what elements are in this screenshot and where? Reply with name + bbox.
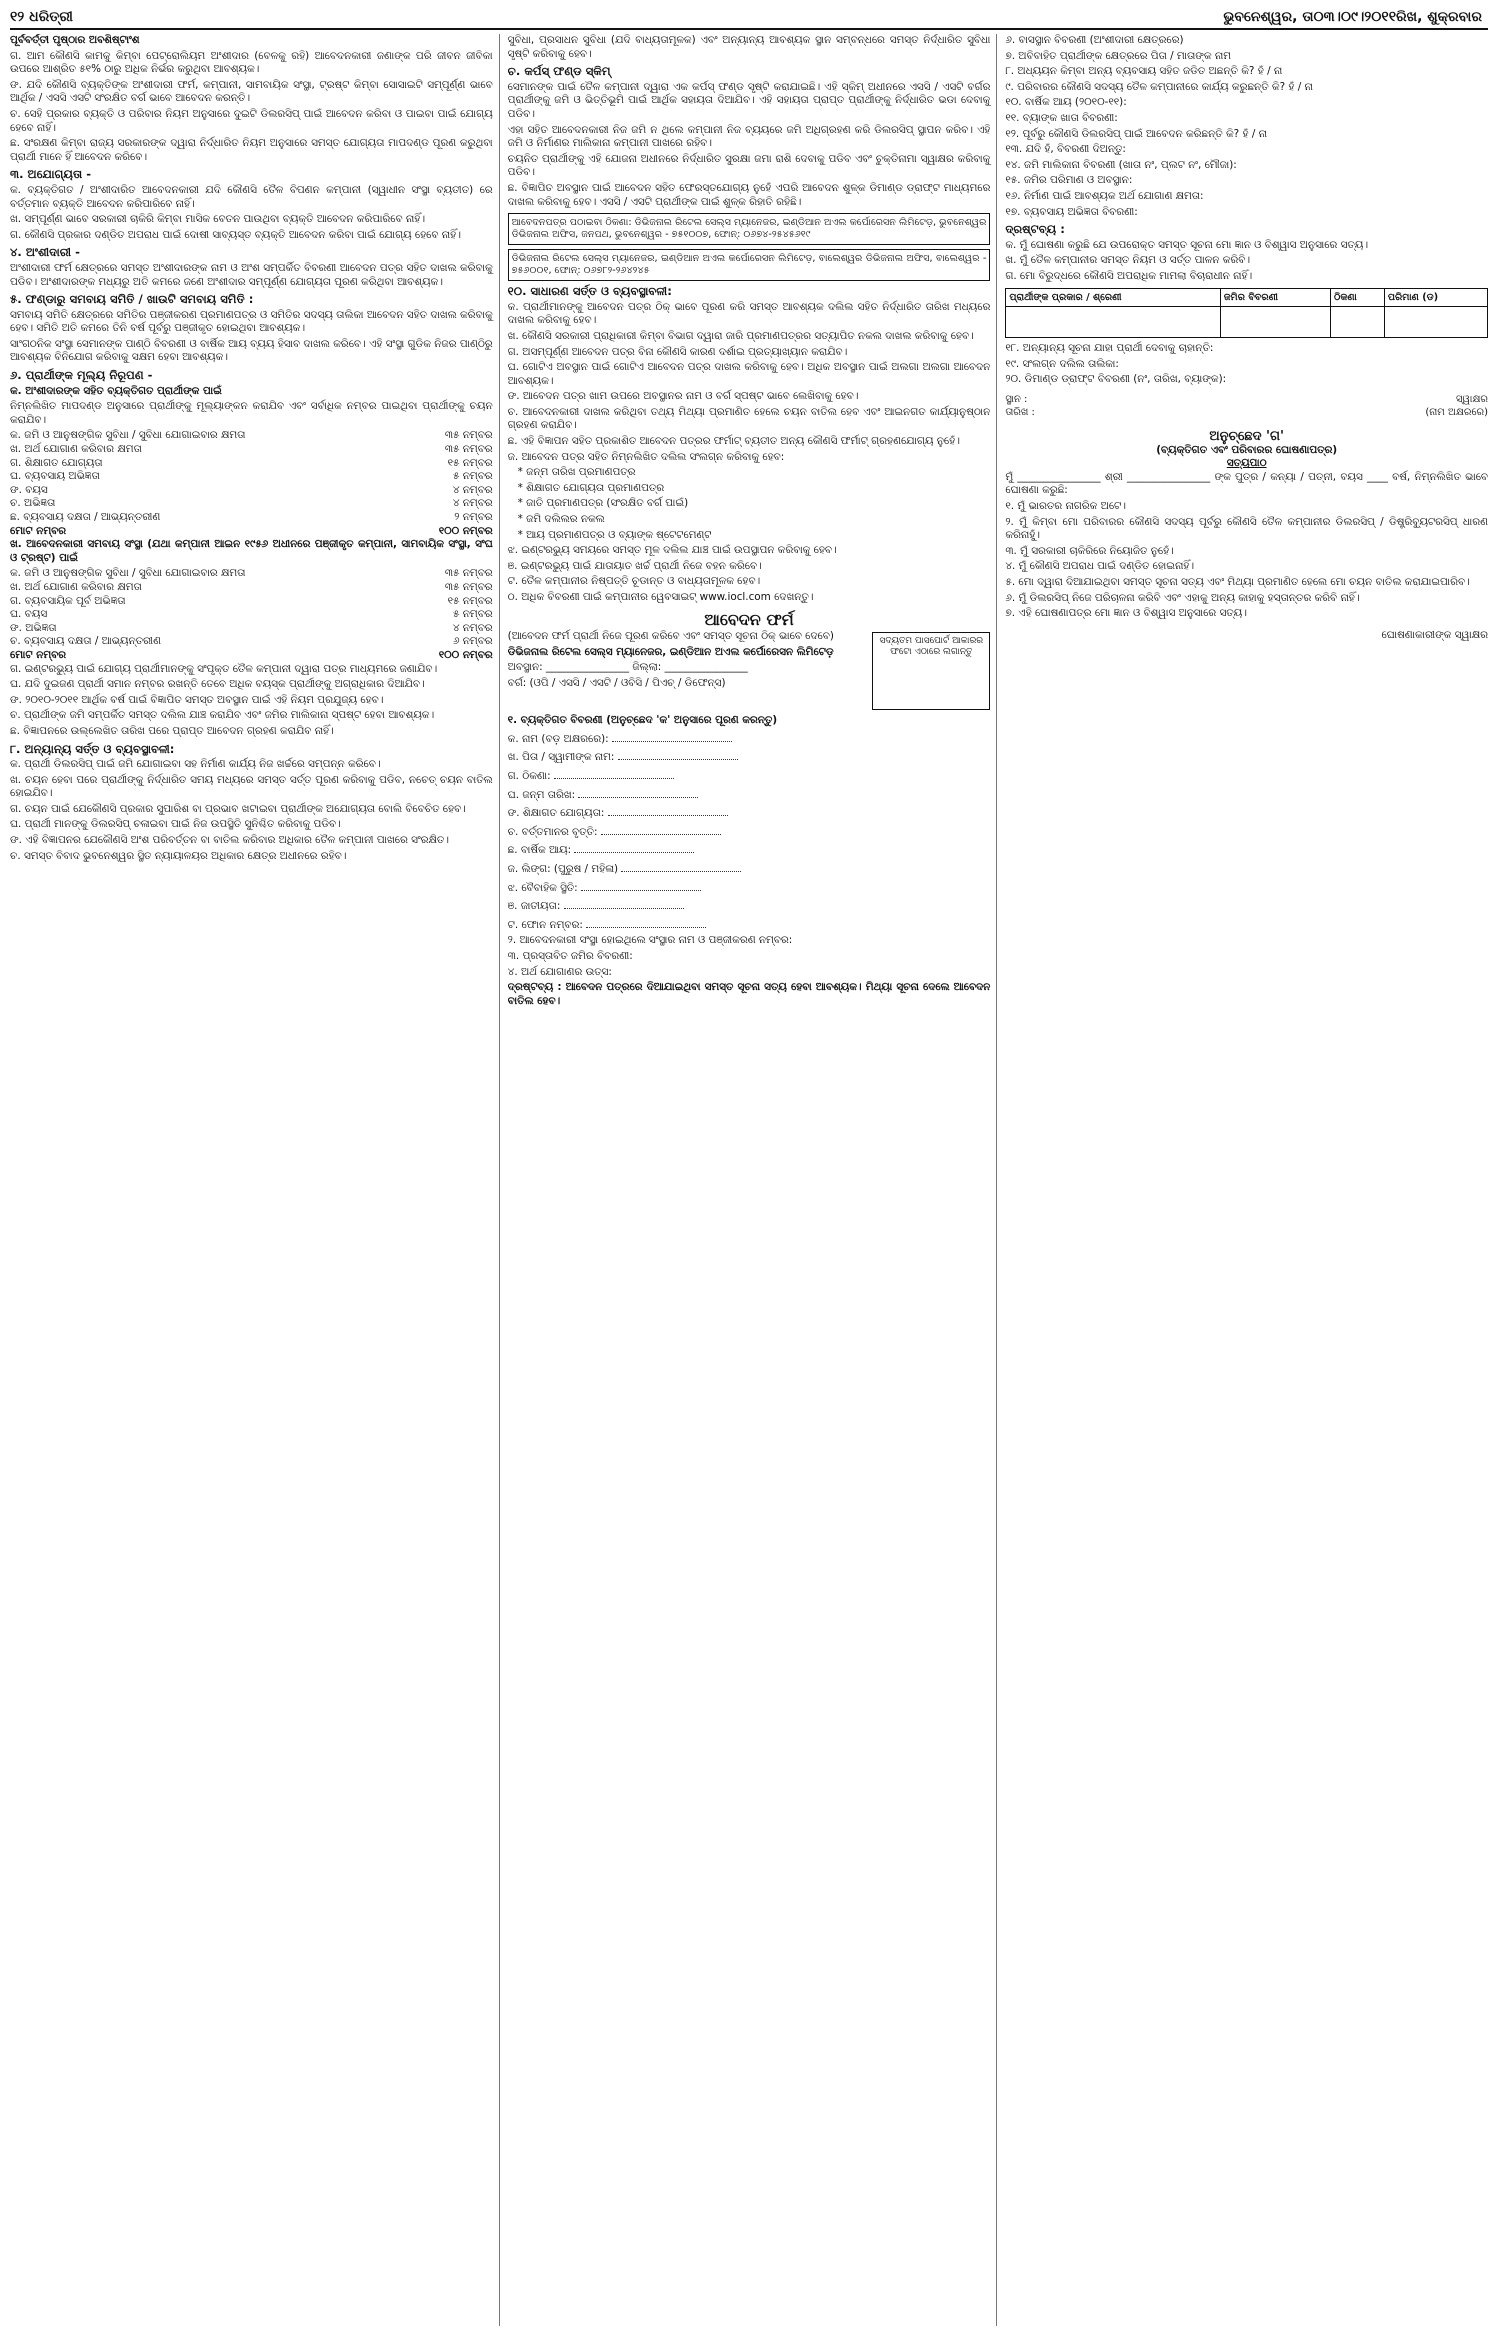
- sub-heading: କ. ଅଂଶୀଦାରଙ୍କ ସହିତ ବ୍ୟକ୍ତିଗତ ପ୍ରାର୍ଥୀଙ୍କ ପାଇଁ: [10, 384, 222, 397]
- occupation-field[interactable]: [601, 823, 721, 835]
- paragraph: ଞ. ଇଣ୍ଟରଭ୍ୟୁ ପାଇଁ ଯାତାୟାତ ଖର୍ଚ୍ଚ ପ୍ରାର୍ଥୀ ନିଜେ ବହନ କରିବେ।: [507, 559, 762, 572]
- annexure-subtitle-2: ସତ୍ୟପାଠ: [1226, 457, 1267, 470]
- paragraph: ଙ. ଏହି ବିଜ୍ଞାପନର ଯେକୌଣସି ଅଂଶ ପରିବର୍ତ୍ତନ ବା ବାତିଲ କରିବାର ଅଧିକାର ତୈଳ କମ୍ପାନୀ ପାଖରେ ସଂରକ୍ଷିତ।: [10, 834, 449, 847]
- marks-row: ଙ. ଅଭିଜ୍ଞତା ୪ ନମ୍ବର: [10, 621, 493, 634]
- marks-row: ଘ. ବୟସ ୫ ନମ୍ବର: [10, 608, 493, 621]
- form-field-row: ଛ. ବାର୍ଷିକ ଆୟ:: [508, 841, 991, 858]
- form-field-row: କ. ନାମ (ବଡ଼ ଅକ୍ଷରରେ):: [508, 730, 991, 747]
- table-cell[interactable]: [1330, 307, 1384, 338]
- page-number: ୧୨ ଧରିତ୍ରୀ: [10, 9, 73, 25]
- nationality-field[interactable]: [564, 897, 684, 909]
- land-details-table: [1005, 288, 1488, 339]
- list-item: * ଶିକ୍ଷାଗତ ଯୋଗ୍ୟତା ପ୍ରମାଣପତ୍ର: [517, 481, 665, 494]
- form-field-row: ଚ. ବର୍ତ୍ତମାନର ବୃତ୍ତି:: [508, 823, 991, 840]
- paragraph: ୭. ଏହି ଘୋଷଣାପତ୍ର ମୋ ଜ୍ଞାନ ଓ ବିଶ୍ୱାସ ଅନୁସାରେ ସତ୍ୟ।: [1005, 607, 1247, 620]
- paragraph: ଗ. ମୋ ବିରୁଦ୍ଧରେ କୌଣସି ଅପରାଧିକ ମାମଲା ବିଚାରାଧୀନ ନାହିଁ।: [1005, 269, 1253, 282]
- section-heading: ୪. ଅଂଶୀଦାରୀ -: [10, 245, 80, 260]
- form-field-row: ୧୬. ନିର୍ମାଣ ପାଇଁ ଆବଶ୍ୟକ ଅର୍ଥ ଯୋଗାଣ କ୍ଷମତା:: [1005, 189, 1204, 202]
- section-heading: ୩. ଅଯୋଗ୍ୟତା -: [10, 167, 92, 182]
- sub-heading: ଖ. ଆବେଦନକାରୀ ସମବାୟ ସଂସ୍ଥା (ଯଥା କମ୍ପାନୀ ଆଇନ ୧୯୫୬ ଅଧୀନରେ ପଞ୍ଜୀକୃତ କମ୍ପାନୀ, ସାମବାୟିକ ସଂସ୍ଥା, ସଂଘ ଓ ଟ୍ରଷ୍ଟ) ପାଇଁ: [10, 538, 493, 564]
- list-item: * ଜନ୍ମ ତାରିଖ ପ୍ରମାଣପତ୍ର: [517, 466, 636, 479]
- marks-total: ମୋଟ ନମ୍ବର ୧୦୦ ନମ୍ବର: [10, 524, 493, 537]
- paragraph: ଚ. ସମସ୍ତ ବିବାଦ ଭୁବନେଶ୍ୱର ସ୍ଥିତ ନ୍ୟାୟାଳୟର ଅଧିକାର କ୍ଷେତ୍ର ଅଧୀନରେ ରହିବ।: [10, 849, 347, 862]
- dateline: ଭୁବନେଶ୍ୱର, ତା୦୩।୦୯।୨୦୧୧ରିଖ, ଶୁକ୍ରବାର: [1223, 9, 1482, 25]
- form-field-row: ୬. ବାସସ୍ଥାନ ବିବରଣୀ (ଅଂଶୀଦାରୀ କ୍ଷେତ୍ରରେ): [1005, 34, 1184, 46]
- paragraph: ୪. ମୁଁ କୌଣସି ଅପରାଧ ପାଇଁ ଦଣ୍ଡିତ ହୋଇନାହିଁ।: [1005, 560, 1195, 573]
- document-list: [508, 466, 991, 542]
- table-header-row: [1006, 288, 1488, 307]
- form-field-row: ୭. ଅବିବାହିତ ପ୍ରାର୍ଥୀଙ୍କ କ୍ଷେତ୍ରରେ ପିତା / ମାତାଙ୍କ ନାମ: [1005, 49, 1231, 62]
- paragraph: ଙ. ଯଦି କୌଣସି ବ୍ୟକ୍ତିଙ୍କ ଅଂଶୀଦାରୀ ଫର୍ମ, କମ୍ପାନୀ, ସାମବାୟିକ ସଂସ୍ଥା, ଟ୍ରଷ୍ଟ କିମ୍ବା ସୋସାଇଟି ସମ୍ପୂର୍ଣ୍ଣ ଭାବେ ଆର୍ଥିକ / ଏସସି ଏସଟି ସଂରକ୍ଷିତ ବର୍ଗ ଭାବେ ଆବେଦନ କରନ୍ତି।: [10, 78, 493, 105]
- form-fields: [508, 730, 991, 933]
- paragraph: ଟ. ତୈଳ କମ୍ପାନୀର ନିଷ୍ପତ୍ତି ଚୂଡାନ୍ତ ଓ ବାଧ୍ୟତାମୂଳକ ହେବ।: [507, 575, 761, 588]
- paragraph: ଗ. ଚୟନ ପାଇଁ ଯେକୌଣସି ପ୍ରକାର ସୁପାରିଶ ବା ପ୍ରଭାବ ଖଟାଇବା ପ୍ରାର୍ଥୀଙ୍କ ଅଯୋଗ୍ୟତା ବୋଲି ବିବେଚିତ ହେବ।: [10, 802, 466, 815]
- table-header: ପରିମାଣ (ଡ): [1384, 288, 1487, 307]
- list-item: * ଆୟ ପ୍ରମାଣପତ୍ର ଓ ବ୍ୟାଙ୍କ ଷ୍ଟେଟମେଣ୍ଟ: [517, 528, 712, 541]
- form-field-row: ୧୭. ବ୍ୟବସାୟ ଅଭିଜ୍ଞତା ବିବରଣୀ:: [1005, 205, 1138, 218]
- annexure-title: ଅନୁଚ୍ଛେଦ 'ଗ': [1209, 429, 1284, 445]
- table-row: [1006, 307, 1488, 338]
- section-heading: ୫. ଫଣ୍ଡାରୁ ସମବାୟ ସମିତି / ଖାଉଟି ସମବାୟ ସମିତି :: [10, 292, 254, 307]
- paragraph: ଠ. ଅଧିକ ବିବରଣୀ ପାଇଁ କମ୍ପାନୀର ୱେବସାଇଟ୍ www.iocl.com ଦେଖନ୍ତୁ।: [507, 591, 814, 603]
- table-cell[interactable]: [1006, 307, 1221, 338]
- form-field-row: ୧୨. ପୂର୍ବରୁ କୌଣସି ଡିଲରସିପ୍ ପାଇଁ ଆବେଦନ କରିଛନ୍ତି କି? ହଁ / ନା: [1005, 127, 1268, 140]
- paragraph: ଅଂଶୀଦାରୀ ଫର୍ମ କ୍ଷେତ୍ରରେ ସମସ୍ତ ଅଂଶୀଦାରଙ୍କ ନାମ ଓ ଅଂଶ ସମ୍ପର୍କିତ ବିବରଣୀ ଆବେଦନ ପତ୍ର ସହିତ ଦାଖଲ କରିବାକୁ ପଡିବ। ଅଂଶୀଦାରଙ୍କ ମଧ୍ୟରୁ ଅତି କମରେ ଜଣେ ଅଂଶୀଦାର ସମ୍ପୂର୍ଣ୍ଣ ଯୋଗ୍ୟତା ପୂରଣ କରିଥିବା ଆବଶ୍ୟକ।: [10, 261, 493, 288]
- paragraph: ଙ. ୨୦୧୦-୨୦୧୧ ଆର୍ଥିକ ବର୍ଷ ପାଇଁ ବିଜ୍ଞାପିତ ସମସ୍ତ ଅବସ୍ଥାନ ପାଇଁ ଏହି ନିୟମ ପ୍ରଯୁଜ୍ୟ ହେବ।: [10, 693, 384, 706]
- table-header: ପ୍ରାର୍ଥୀଙ୍କ ପ୍ରକାର / ଶ୍ରେଣୀ: [1006, 288, 1221, 307]
- marks-row: ଗ. ବ୍ୟବସାୟିକ ପୂର୍ବ ଅଭିଜ୍ଞତା ୧୫ ନମ୍ବର: [10, 594, 493, 607]
- marks-row: କ. ଜମି ଓ ଆନୁଷଙ୍ଗିକ ସୁବିଧା / ସୁବିଧା ଯୋଗାଇବାର କ୍ଷମତା ୩୫ ନମ୍ବର: [10, 429, 493, 442]
- marks-row: ଙ. ବୟସ ୪ ନମ୍ବର: [10, 483, 493, 496]
- paragraph: ଙ. ଆବେଦନ ପତ୍ର ଖାମ ଉପରେ ଅବସ୍ଥାନର ନାମ ଓ ବର୍ଗ ସ୍ପଷ୍ଟ ଭାବେ ଲେଖିବାକୁ ହେବ।: [507, 390, 859, 403]
- income-field[interactable]: [574, 841, 694, 853]
- table-header: ଜମିର ବିବରଣୀ: [1220, 288, 1330, 307]
- form-field-row: ଘ. ଜନ୍ମ ତାରିଖ:: [508, 786, 991, 803]
- paragraph: ମୁଁ ________________ ଶ୍ରୀ ________________ ଙ୍କ ପୁତ୍ର / କନ୍ୟା / ପତ୍ନୀ, ବୟସ ____ ବର୍ଷ, ନିମ୍ନଲିଖିତ ଭାବେ ଘୋଷଣା କରୁଛି:: [1005, 470, 1489, 497]
- form-field-row: ୮. ଅଧ୍ୟୟନ କିମ୍ବା ଅନ୍ୟ ବ୍ୟବସାୟ ସହିତ ଜଡିତ ଅଛନ୍ତି କି? ହଁ / ନା: [1005, 65, 1283, 78]
- section-heading: ୧୦. ସାଧାରଣ ସର୍ତ୍ତ ଓ ବ୍ୟବସ୍ଥାବଳୀ:: [507, 284, 672, 299]
- form-field-row: ଜ. ଲିଙ୍ଗ: (ପୁରୁଷ / ମହିଳା): [508, 860, 991, 877]
- form-field-row: ୧୫. ଜମିର ପରିମାଣ ଓ ଅବସ୍ଥାନ:: [1005, 174, 1133, 187]
- paragraph: ଖ. ସମ୍ପୂର୍ଣ୍ଣ ଭାବେ ସରକାରୀ ଚାକିରି କିମ୍ବା ମାସିକ ବେତନ ପାଉଥିବା ବ୍ୟକ୍ତି ଆବେଦନ କରିପାରିବେ ନାହିଁ।: [10, 213, 425, 226]
- paragraph: ୧. ମୁଁ ଭାରତର ନାଗରିକ ଅଟେ।: [1005, 500, 1126, 513]
- form-field-row: ଞ. ଜାତୀୟତା:: [508, 897, 991, 914]
- paragraph: ଚୟନିତ ପ୍ରାର୍ଥୀଙ୍କୁ ଏହି ଯୋଜନା ଅଧୀନରେ ନିର୍ଦ୍ଧାରିତ ସୁରକ୍ଷା ଜମା ରାଶି ଦେବାକୁ ପଡିବ ଏବଂ ଚୁକ୍ତିନାମା ସ୍ୱାକ୍ଷର କରିବାକୁ ପଡିବ।: [507, 152, 991, 179]
- paragraph: କ. ପ୍ରାର୍ଥୀ ଡିଲରସିପ୍ ପାଇଁ ଜମି ଯୋଗାଇବା ସହ ନିର୍ମାଣ କାର୍ଯ୍ୟ ନିଜ ଖର୍ଚ୍ଚରେ ସମ୍ପନ୍ନ କରିବେ।: [10, 758, 381, 771]
- section-heading: ଚ. କର୍ପସ୍ ଫଣ୍ଡ ସ୍କିମ୍: [507, 64, 611, 79]
- table-cell[interactable]: [1220, 307, 1330, 338]
- paragraph: ଛ. ସଂରକ୍ଷଣ କିମ୍ବା ରାଜ୍ୟ ସରକାରଙ୍କ ଦ୍ୱାରା ନିର୍ଦ୍ଧାରିତ ନିୟମ ଅନୁସାରେ ସମସ୍ତ ଯୋଗ୍ୟତା ମାପଦଣ୍ଡ ପୂରଣ କରୁଥିବା ପ୍ରାର୍ଥୀ ମାନେ ହିଁ ଆବେଦନ କରିବେ।: [10, 137, 493, 163]
- section-heading: ୬. ପ୍ରାର୍ଥୀଙ୍କ ମୂଲ୍ୟ ନିରୂପଣ -: [10, 368, 153, 383]
- paragraph: ଘ. ଯଦି ଦୁଇଜଣ ପ୍ରାର୍ଥୀ ସମାନ ନମ୍ବର ରଖନ୍ତି ତେବେ ଅଧିକ ବୟସ୍କ ପ୍ରାର୍ଥୀଙ୍କୁ ଅଗ୍ରାଧିକାର ଦିଆଯିବ।: [10, 678, 425, 691]
- list-item: * ଜାତି ପ୍ରମାଣପତ୍ର (ସଂରକ୍ଷିତ ବର୍ଗ ପାଇଁ): [517, 497, 689, 510]
- column-3: [1005, 34, 1488, 2326]
- name-field[interactable]: [612, 730, 732, 742]
- paragraph: ଚ. ପ୍ରାର୍ଥୀଙ୍କ ଜମି ସମ୍ପର୍କିତ ସମସ୍ତ ଦଲିଲ ଯାଞ୍ଚ କରାଯିବ ଏବଂ ଜମିର ମାଲିକାନା ସ୍ପଷ୍ଟ ହେବା ଆବଶ୍ୟକ।: [10, 709, 435, 722]
- form-field-row: ୯. ପରିବାରର କୌଣସି ସଦସ୍ୟ ତୈଳ କମ୍ପାନୀରେ କାର୍ଯ୍ୟ କରୁଛନ୍ତି କି? ହଁ / ନା: [1005, 80, 1313, 93]
- address-field[interactable]: [554, 767, 674, 779]
- photo-placeholder: ସଦ୍ୟତମ ପାସପୋର୍ଟ ଆକାରର ଫଟୋ ଏଠାରେ ଲଗାନ୍ତୁ: [872, 632, 990, 710]
- column-1: [10, 34, 500, 2326]
- paragraph: ଘ. ପ୍ରାର୍ଥୀ ମାନଙ୍କୁ ଡିଲରସିପ୍ ଚଳାଇବା ପାଇଁ ନିଜ ଉପସ୍ଥିତି ସୁନିଶ୍ଚିତ କରିବାକୁ ପଡିବ।: [10, 818, 341, 831]
- paragraph: କ. ବ୍ୟକ୍ତିଗତ / ଅଂଶୀଦାରିତ ଆବେଦନକାରୀ ଯଦି କୌଣସି ତୈଳ ବିପଣନ କମ୍ପାନୀ (ସ୍ୱାଧୀନ ସଂସ୍ଥା ବ୍ୟତୀତ) ରେ ବର୍ତ୍ତମାନ ବ୍ୟକ୍ତି ଆବେଦନ କରିପାରିବେ ନାହିଁ।: [10, 183, 493, 210]
- signature-block: [1005, 393, 1488, 420]
- signature-name-label: (ନାମ ଅକ୍ଷରରେ): [1425, 407, 1489, 419]
- paragraph: ଗ. ଅସମ୍ପୂର୍ଣ୍ଣ ଆବେଦନ ପତ୍ର ବିନା କୌଣସି କାରଣ ଦର୍ଶାଇ ପ୍ରତ୍ୟାଖ୍ୟାନ କରାଯିବ।: [507, 345, 848, 358]
- form-field-row: ୧୩. ଯଦି ହଁ, ବିବରଣୀ ଦିଅନ୍ତୁ:: [1005, 143, 1126, 156]
- form-instruction: (ଆବେଦନ ଫର୍ମ ପ୍ରାର୍ଥୀ ନିଜେ ପୂରଣ କରିବେ ଏବଂ ସମସ୍ତ ସୂଚନା ଠିକ୍ ଭାବେ ଦେବେ): [507, 630, 834, 643]
- declarant-signature: ଘୋଷଣାକାରୀଙ୍କ ସ୍ୱାକ୍ଷର: [1381, 628, 1489, 641]
- paragraph: ସେମାନଙ୍କ ପାଇଁ ତୈଳ କମ୍ପାନୀ ଦ୍ୱାରା ଏକ କର୍ପସ୍ ଫଣ୍ଡ ସୃଷ୍ଟି କରାଯାଇଛି। ଏହି ସ୍କିମ୍ ଅଧୀନରେ ଏସସି / ଏସଟି ବର୍ଗର ପ୍ରାର୍ଥୀଙ୍କୁ ଜମି ଓ ଭିତ୍ତିଭୂମି ପାଇଁ ଆର୍ଥିକ ସହାୟତା ଦିଆଯିବ। ଏହି ସହାୟତା ପ୍ରାପ୍ତ ପ୍ରାର୍ଥୀଙ୍କୁ ନିର୍ଦ୍ଧାରିତ ଭଡା ଦେବାକୁ ପଡିବ।: [507, 80, 991, 120]
- paragraph: ୬. ମୁଁ ଡିଲରସିପ୍ ନିଜେ ପରିଚାଳନା କରିବି ଏବଂ ଏହାକୁ ଅନ୍ୟ କାହାକୁ ହସ୍ତାନ୍ତର କରିବି ନାହିଁ।: [1005, 591, 1360, 604]
- paragraph: ଜ. ଆବେଦନ ପତ୍ର ସହିତ ନିମ୍ନଲିଖିତ ଦଲିଲ ସଂଲଗ୍ନ କରିବାକୁ ହେବ:: [507, 450, 785, 463]
- section-heading: ୮. ଅନ୍ୟାନ୍ୟ ସର୍ତ୍ତ ଓ ବ୍ୟବସ୍ଥାବଳୀ:: [10, 741, 175, 756]
- paragraph: ଝ. ଇଣ୍ଟରଭ୍ୟୁ ସମୟରେ ସମସ୍ତ ମୂଳ ଦଲିଲ ଯାଞ୍ଚ ପାଇଁ ଉପସ୍ଥାପନ କରିବାକୁ ହେବ।: [507, 544, 837, 557]
- form-field-row: ୩. ପ୍ରସ୍ତାବିତ ଜମିର ବିବରଣୀ:: [507, 949, 633, 962]
- form-field-row: ୧୮. ଅନ୍ୟାନ୍ୟ ସୂଚନା ଯାହା ପ୍ରାର୍ଥୀ ଦେବାକୁ ଚାହାନ୍ତି:: [1005, 342, 1214, 355]
- paragraph: ସମବାୟ ସମିତି କ୍ଷେତ୍ରରେ ସମିତିର ପଞ୍ଜୀକରଣ ପ୍ରମାଣପତ୍ର ଓ ସମିତିର ସଦସ୍ୟ ତାଲିକା ଆବେଦନ ସହିତ ଦାଖଲ କରିବାକୁ ହେବ। ସମିତି ଅତି କମରେ ତିନି ବର୍ଷ ପୂର୍ବରୁ ପଞ୍ଜୀକୃତ ହୋଇଥିବା ଆବଶ୍ୟକ।: [10, 308, 493, 335]
- paragraph: ଚ. ସେହି ପ୍ରକାର ବ୍ୟକ୍ତି ଓ ପରିବାର ନିୟମ ଅନୁସାରେ ଦୁଇଟି ଡିଲରସିପ୍ ପାଇଁ ଆବେଦନ କରିବା ଓ ପାଇବା ପାଇଁ ଯୋଗ୍ୟ ହେବେ ନାହିଁ।: [10, 107, 493, 134]
- paragraph: ନିମ୍ନଲିଖିତ ମାପଦଣ୍ଡ ଅନୁସାରେ ପ୍ରାର୍ଥୀଙ୍କୁ ମୂଲ୍ୟାଙ୍କନ କରାଯିବ ଏବଂ ସର୍ବାଧିକ ନମ୍ବର ପାଇଥିବା ପ୍ରାର୍ଥୀଙ୍କୁ ଚୟନ କରାଯିବ।: [10, 400, 493, 426]
- paragraph: ଚ. ଆବେଦନକାରୀ ଦାଖଲ କରିଥିବା ତଥ୍ୟ ମିଥ୍ୟା ପ୍ରମାଣିତ ହେଲେ ଚୟନ ବାତିଲ ହେବ ଏବଂ ଆଇନଗତ କାର୍ଯ୍ୟାନୁଷ୍ଠାନ ଗ୍ରହଣ କରାଯିବ।: [507, 405, 991, 432]
- paragraph: ଖ. ଚୟନ ହେବା ପରେ ପ୍ରାର୍ଥୀଙ୍କୁ ନିର୍ଦ୍ଧାରିତ ସମୟ ମଧ୍ୟରେ ସମସ୍ତ ସର୍ତ୍ତ ପୂରଣ କରିବାକୁ ପଡିବ, ନଚେତ୍ ଚୟନ ବାତିଲ ହୋଇଯିବ।: [10, 773, 493, 800]
- note: ଦ୍ରଷ୍ଟବ୍ୟ : ଆବେଦନ ପତ୍ରରେ ଦିଆଯାଇଥିବା ସମସ୍ତ ସୂଚନା ସତ୍ୟ ହେବା ଆବଶ୍ୟକ। ମିଥ୍ୟା ସୂଚନା ଦେଲେ ଆବେଦନ ବାତିଲ ହେବ।: [507, 981, 991, 1007]
- paragraph: ଏହା ସହିତ ଆବେଦନକାରୀ ନିଜ ଜମି ନ ଥିଲେ କମ୍ପାନୀ ନିଜ ବ୍ୟୟରେ ଜମି ଅଧିଗ୍ରହଣ କରି ଡିଲରସିପ୍ ସ୍ଥାପନ କରିବ। ଏହି ଜମି ଓ ନିର୍ମାଣର ମାଲିକାନା କମ୍ପାନୀ ପାଖରେ ରହିବ।: [507, 123, 991, 150]
- form-field-row: ୧୯. ସଂଲଗ୍ନ ଦଲିଲ ତାଲିକା:: [1005, 357, 1119, 370]
- form-field-row: ଝ. ବୈବାହିକ ସ୍ଥିତି:: [508, 879, 991, 896]
- table-cell[interactable]: [1384, 307, 1487, 338]
- paragraph: ସାଂଗଠନିକ ସଂସ୍ଥା ସେମାନଙ୍କ ପାଣ୍ଠି ବିବରଣୀ ଓ ବାର୍ଷିକ ଆୟ ବ୍ୟୟ ହିସାବ ଦାଖଲ କରିବେ। ଏହି ସଂସ୍ଥା ଗୁଡିକ ନିଜର ପାଣ୍ଠିରୁ ଆବଶ୍ୟକ ବିନିଯୋଗ କରିବାକୁ ସକ୍ଷମ ହେବା ଆବଶ୍ୟକ।: [10, 337, 493, 364]
- form-field-row: ୧୦. ବାର୍ଷିକ ଆୟ (୨୦୧୦-୧୧):: [1005, 96, 1127, 109]
- annexure-subtitle: (ବ୍ୟକ୍ତିଗତ ଏବଂ ପରିବାରର ଘୋଷଣାପତ୍ର): [1156, 443, 1338, 456]
- form-category: ବର୍ଗ: (ଓପି / ଏସସି / ଏସଟି / ଓବିସି / ପିଏଚ୍ / ଡିଫେନ୍ସ): [507, 676, 726, 689]
- column-2: [508, 34, 998, 2326]
- marks-row: ଘ. ବ୍ୟବସାୟ ଅଭିଜ୍ଞତା ୫ ନମ୍ବର: [10, 470, 493, 483]
- table-header: ଠିକଣା: [1330, 288, 1384, 307]
- marks-row: ଖ. ଅର୍ଥ ଯୋଗାଣ କରିବାର କ୍ଷମତା ୩୫ ନମ୍ବର: [10, 443, 493, 456]
- form-location: ଅବସ୍ଥାନ: ________________ ଜିଲ୍ଲା: ________________: [507, 661, 748, 674]
- marks-list-individual: [10, 429, 493, 538]
- continuation-note: ପୂର୍ବବର୍ତ୍ତୀ ପୃଷ୍ଠାର ଅବଶିଷ୍ଟାଂଶ: [10, 34, 140, 46]
- paragraph: ଗ. ଇଣ୍ଟରଭ୍ୟୁ ପାଇଁ ଯୋଗ୍ୟ ପ୍ରାର୍ଥୀମାନଙ୍କୁ ସଂପୃକ୍ତ ତୈଳ କମ୍ପାନୀ ଦ୍ୱାରା ପତ୍ର ମାଧ୍ୟମରେ ଜଣାଯିବ।: [10, 662, 438, 675]
- education-field[interactable]: [608, 804, 728, 816]
- marks-row: ଚ. ଅଭିଜ୍ଞତା ୪ ନମ୍ବର: [10, 497, 493, 510]
- paragraph: ଗ. କୌଣସି ପ୍ରକାର ଦଣ୍ଡିତ ଅପରାଧ ପାଇଁ ଦୋଷୀ ସାବ୍ୟସ୍ତ ବ୍ୟକ୍ତି ଆବେଦନ କରିବା ପାଇଁ ଯୋଗ୍ୟ ହେବେ ନାହିଁ।: [10, 228, 461, 241]
- form-field-row: ୨୦. ଡିମାଣ୍ଡ ଡ୍ରାଫ୍ଟ ବିବରଣୀ (ନଂ, ତାରିଖ, ବ୍ୟାଙ୍କ):: [1005, 373, 1227, 386]
- list-item: * ଜମି ଦଲିଲର ନକଲ: [517, 513, 605, 526]
- section-heading: ଦ୍ରଷ୍ଟବ୍ୟ :: [1005, 222, 1065, 237]
- marks-row: ଛ. ବ୍ୟବସାୟ ଦକ୍ଷତା / ଆଭ୍ୟନ୍ତରୀଣ ୨ ନମ୍ବର: [10, 511, 493, 523]
- marks-row: କ. ଜମି ଓ ଆନୁଷଙ୍ଗିକ ସୁବିଧା / ସୁବିଧା ଯୋଗାଇବାର କ୍ଷମତା ୩୫ ନମ୍ବର: [10, 567, 493, 580]
- marks-row: ଚ. ବ୍ୟବସାୟ ଦକ୍ଷତା / ଆଭ୍ୟନ୍ତରୀଣ ୬ ନମ୍ବର: [10, 635, 493, 648]
- marks-row: ଗ. ଶିକ୍ଷାଗତ ଯୋଗ୍ୟତା ୧୫ ନମ୍ବର: [10, 456, 493, 469]
- form-field-row: ଙ. ଶିକ୍ଷାଗତ ଯୋଗ୍ୟତା:: [508, 804, 991, 821]
- marital-field[interactable]: [581, 879, 701, 891]
- address-box: ଆବେଦନପତ୍ର ପଠାଇବା ଠିକଣା: ଡିଭିଜନାଲ ରିଟେଲ ସେଲ୍ସ ମ୍ୟାନେଜର, ଇଣ୍ଡିଆନ ଅଏଲ କର୍ପୋରେସନ ଲିମିଟେଡ଼, ଭୁବନେଶ୍ୱର ଡିଭିଜନାଲ ଅଫିସ, ଜନପଥ, ଭୁବନେଶ୍ୱର - ୭୫୧୦୦୭, ଫୋନ୍: ୦୬୭୪-୨୫୪୫୬୧୯: [508, 213, 991, 245]
- form-field-row: ୪. ଅର୍ଥ ଯୋଗାଣର ଉତ୍ସ:: [507, 965, 612, 978]
- form-section-heading: ୧. ବ୍ୟକ୍ତିଗତ ବିବରଣୀ (ଅନୁଚ୍ଛେଦ 'କ' ଅନୁସାରେ ପୂରଣ କରନ୍ତୁ): [507, 714, 778, 727]
- marks-total: ମୋଟ ନମ୍ବର ୧୦୦ ନମ୍ବର: [10, 648, 493, 661]
- paragraph: କ. ପ୍ରାର୍ଥୀମାନଙ୍କୁ ଆବେଦନ ପତ୍ର ଠିକ୍ ଭାବେ ପୂରଣ କରି ସମସ୍ତ ଆବଶ୍ୟକ ଦଲିଲ ସହିତ ନିର୍ଦ୍ଧାରିତ ତାରିଖ ମଧ୍ୟରେ ଦାଖଲ କରିବାକୁ ହେବ।: [507, 300, 991, 327]
- place-label: ସ୍ଥାନ :: [1005, 393, 1028, 405]
- father-name-field[interactable]: [618, 748, 738, 760]
- paragraph: କ. ମୁଁ ଘୋଷଣା କରୁଛି ଯେ ଉପରୋକ୍ତ ସମସ୍ତ ସୂଚନା ମୋ ଜ୍ଞାନ ଓ ବିଶ୍ୱାସ ଅନୁସାରେ ସତ୍ୟ।: [1005, 238, 1369, 251]
- form-recipient: ଡିଭିଜନାଲ ରିଟେଲ ସେଲ୍ସ ମ୍ୟାନେଜର, ଇଣ୍ଡିଆନ ଅଏଲ କର୍ପୋରେସନ ଲିମିଟେଡ଼: [507, 645, 834, 658]
- signature-label: ସ୍ୱାକ୍ଷର: [1456, 393, 1489, 405]
- form-field-row: ଗ. ଠିକଣା:: [508, 767, 991, 784]
- form-field-row: ଟ. ଫୋନ ନମ୍ବର:: [508, 916, 991, 933]
- gender-field[interactable]: [621, 860, 741, 872]
- paragraph: ଛ. ବିଜ୍ଞାପିତ ଅବସ୍ଥାନ ପାଇଁ ଆବେଦନ ସହିତ ଫେରସ୍ତଯୋଗ୍ୟ ନୁହେଁ ଏପରି ଆବେଦନ ଶୁଳ୍କ ଡିମାଣ୍ଡ ଡ୍ରାଫ୍ଟ ମାଧ୍ୟମରେ ଦାଖଲ କରିବାକୁ ହେବ। ଏସସି / ଏସଟି ପ୍ରାର୍ଥୀଙ୍କ ପାଇଁ ଶୁଳ୍କ ରିହାତି ରହିଛି।: [507, 181, 991, 208]
- paragraph: ଗ. ଆମ କୌଣସି କାମକୁ କିମ୍ବା ପେଟ୍ରୋଲିୟମ ଅଂଶୀଦାର (ବେଳକୁ ରହି) ଆବେଦନକାରୀ ଜଣାଙ୍କ ପରି ଜୀବନ ଜୀବିକା ଉପରେ ଆଶ୍ରିତ ୫୧% ଠାରୁ ଅଧିକ ନିର୍ଭର କରୁଥିବା ଆବଶ୍ୟକ।: [10, 49, 493, 76]
- marks-row: ଖ. ଅର୍ଥ ଯୋଗାଣ କରିବାର କ୍ଷମତା ୩୫ ନମ୍ବର: [10, 580, 493, 593]
- phone-field[interactable]: [586, 916, 706, 928]
- paragraph: ଖ. ମୁଁ ତୈଳ କମ୍ପାନୀର ସମସ୍ତ ନିୟମ ଓ ସର୍ତ୍ତ ପାଳନ କରିବି।: [1005, 254, 1251, 267]
- paragraph: ଘ. ଗୋଟିଏ ଅବସ୍ଥାନ ପାଇଁ ଗୋଟିଏ ଆବେଦନ ପତ୍ର ଦାଖଲ କରିବାକୁ ହେବ। ଅଧିକ ଅବସ୍ଥାନ ପାଇଁ ଅଲଗା ଅଲଗା ଆବେଦନ ଆବଶ୍ୟକ।: [507, 361, 991, 387]
- date-label: ତାରିଖ :: [1005, 407, 1035, 419]
- paragraph: ୩. ମୁଁ ସରକାରୀ ଚାକିରିରେ ନିୟୋଜିତ ନୁହେଁ।: [1005, 544, 1174, 557]
- marks-list-organisation: [10, 567, 493, 662]
- dob-field[interactable]: [578, 786, 698, 798]
- paragraph: ଛ. ଏହି ବିଜ୍ଞାପନ ସହିତ ପ୍ରକାଶିତ ଆବେଦନ ପତ୍ରର ଫର୍ମାଟ୍ ବ୍ୟତୀତ ଅନ୍ୟ କୌଣସି ଫର୍ମାଟ୍ ଗ୍ରହଣଯୋଗ୍ୟ ନୁହେଁ।: [507, 435, 960, 448]
- address-box: ଡିଭିଜନାଲ ରିଟେଲ ସେଲ୍ସ ମ୍ୟାନେଜର, ଇଣ୍ଡିଆନ ଅଏଲ କର୍ପୋରେସନ ଲିମିଟେଡ଼, ବାଲେଶ୍ୱର ଡିଭିଜନାଲ ଅଫିସ, ବାଲେଶ୍ୱର - ୭୫୬୦୦୧, ଫୋନ୍: ୦୬୭୮୨-୨୬୪୨୪୫: [508, 249, 991, 281]
- paragraph: ୨. ମୁଁ କିମ୍ବା ମୋ ପରିବାରର କୌଣସି ସଦସ୍ୟ ପୂର୍ବରୁ କୌଣସି ତୈଳ କମ୍ପାନୀର ଡିଲରସିପ୍ / ଡିଷ୍ଟ୍ରିବ୍ୟୁଟରସିପ୍ ଧାରଣ କରିନାହୁଁ।: [1005, 515, 1489, 542]
- form-field-row: ୨. ଆବେଦନକାରୀ ସଂସ୍ଥା ହୋଇଥିଲେ ସଂସ୍ଥାର ନାମ ଓ ପଞ୍ଜୀକରଣ ନମ୍ବର:: [507, 934, 793, 947]
- form-field-row: ୧୪. ଜମି ମାଲିକାନା ବିବରଣୀ (ଖାତା ନଂ, ପ୍ଲଟ ନଂ, ମୌଜା):: [1005, 158, 1237, 171]
- form-field-row: ଖ. ପିତା / ସ୍ୱାମୀଙ୍କ ନାମ:: [508, 748, 991, 765]
- form-field-row: ୧୧. ବ୍ୟାଙ୍କ ଖାତା ବିବରଣୀ:: [1005, 111, 1118, 124]
- paragraph: ୫. ମୋ ଦ୍ୱାରା ଦିଆଯାଇଥିବା ସମସ୍ତ ସୂଚନା ସତ୍ୟ ଏବଂ ମିଥ୍ୟା ପ୍ରମାଣିତ ହେଲେ ମୋ ଚୟନ ବାତିଲ କରାଯାଇପାରିବ।: [1005, 576, 1470, 588]
- form-title: ଆବେଦନ ଫର୍ମ: [704, 609, 794, 629]
- paragraph: ଛ. ବିଜ୍ଞାପନରେ ଉଲ୍ଲେଖିତ ତାରିଖ ପରେ ପ୍ରାପ୍ତ ଆବେଦନ ଗ୍ରହଣ କରାଯିବ ନାହିଁ।: [10, 724, 334, 737]
- masthead: [10, 6, 1488, 30]
- paragraph: ଖ. କୌଣସି ସରକାରୀ ପ୍ରାଧିକାରୀ କିମ୍ବା ବିଭାଗ ଦ୍ୱାରା ଜାରି ପ୍ରମାଣପତ୍ରର ସତ୍ୟାପିତ ନକଲ ଦାଖଲ କରିବାକୁ ହେବ।: [507, 329, 974, 342]
- paragraph: ସୁବିଧା, ପ୍ରସାଧନ ସୁବିଧା (ଯଦି ବାଧ୍ୟତାମୂଳକ) ଏବଂ ଅନ୍ୟାନ୍ୟ ଆବଶ୍ୟକ ସ୍ଥାନ ସମ୍ବନ୍ଧରେ ସମସ୍ତ ନିର୍ଦ୍ଧାରିତ ସୁବିଧା ସୃଷ୍ଟି କରିବାକୁ ହେବ।: [507, 34, 991, 60]
